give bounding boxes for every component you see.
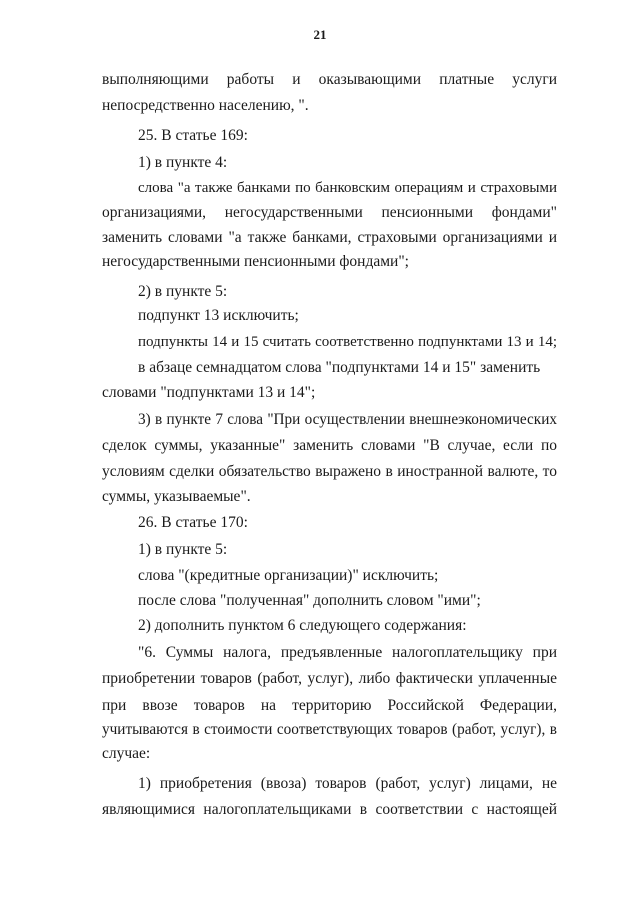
page-number: 21 [313,27,327,42]
text-line: 1) приобретения (ввоза) товаров (работ, услуг) лицами, не [138,775,557,792]
text-line: после слова "полученная" дополнить словом "ими"; [138,592,481,609]
text-line: выполняющими работы и оказывающими платные услуги [102,71,557,88]
text-line: сделок суммы, указанные" заменить словами "В случае, если по [102,437,557,454]
text-line: слова "а также банками по банковским операциям и страховыми [138,180,557,196]
text-line: 2) дополнить пунктом 6 следующего содержания: [138,617,467,634]
text-line: подпункт 13 исключить; [138,307,299,324]
text-line: при ввозе товаров на территорию Российской Федерации, [102,697,557,714]
text-line: условиям сделки обязательство выражено в иностранной валюте, то [102,463,557,480]
text-line: 25. В статье 169: [138,127,248,144]
text-line: подпункты 14 и 15 считать соответственно подпунктами 13 и 14; [138,334,557,350]
text-line: являющимися налогоплательщиками в соответствии с настоящей [102,801,557,818]
text-line: случае: [102,745,151,762]
text-line: 3) в пункте 7 слова "При осуществлении внешнеэкономических [138,411,557,428]
text-line: суммы, указываемые". [102,488,251,505]
text-line: заменить словами "а также банками, страховыми организациями и [102,229,557,246]
text-line: 2) в пункте 5: [138,283,228,300]
text-line: организациями, негосударственными пенсионными фондами" [102,204,557,221]
text-line: 26. В статье 170: [138,514,248,531]
text-line: "6. Суммы налога, предъявленные налогоплательщику при [138,644,557,661]
text-line: непосредственно населению, ". [102,97,309,114]
text-line: приобретении товаров (работ, услуг), либо фактически уплаченные [102,670,557,687]
text-line: 1) в пункте 5: [138,541,228,558]
text-line: в абзаце семнадцатом слова "подпунктами 14 и 15" заменить [138,359,541,376]
text-line: негосударственными пенсионными фондами"; [102,253,409,270]
text-line: учитываются в стоимости соответствующих товаров (работ, услуг), в [102,721,557,738]
text-line: 1) в пункте 4: [138,154,228,171]
text-line: словами "подпунктами 13 и 14"; [102,384,316,401]
text-line: слова "(кредитные организации)" исключить; [138,567,439,584]
